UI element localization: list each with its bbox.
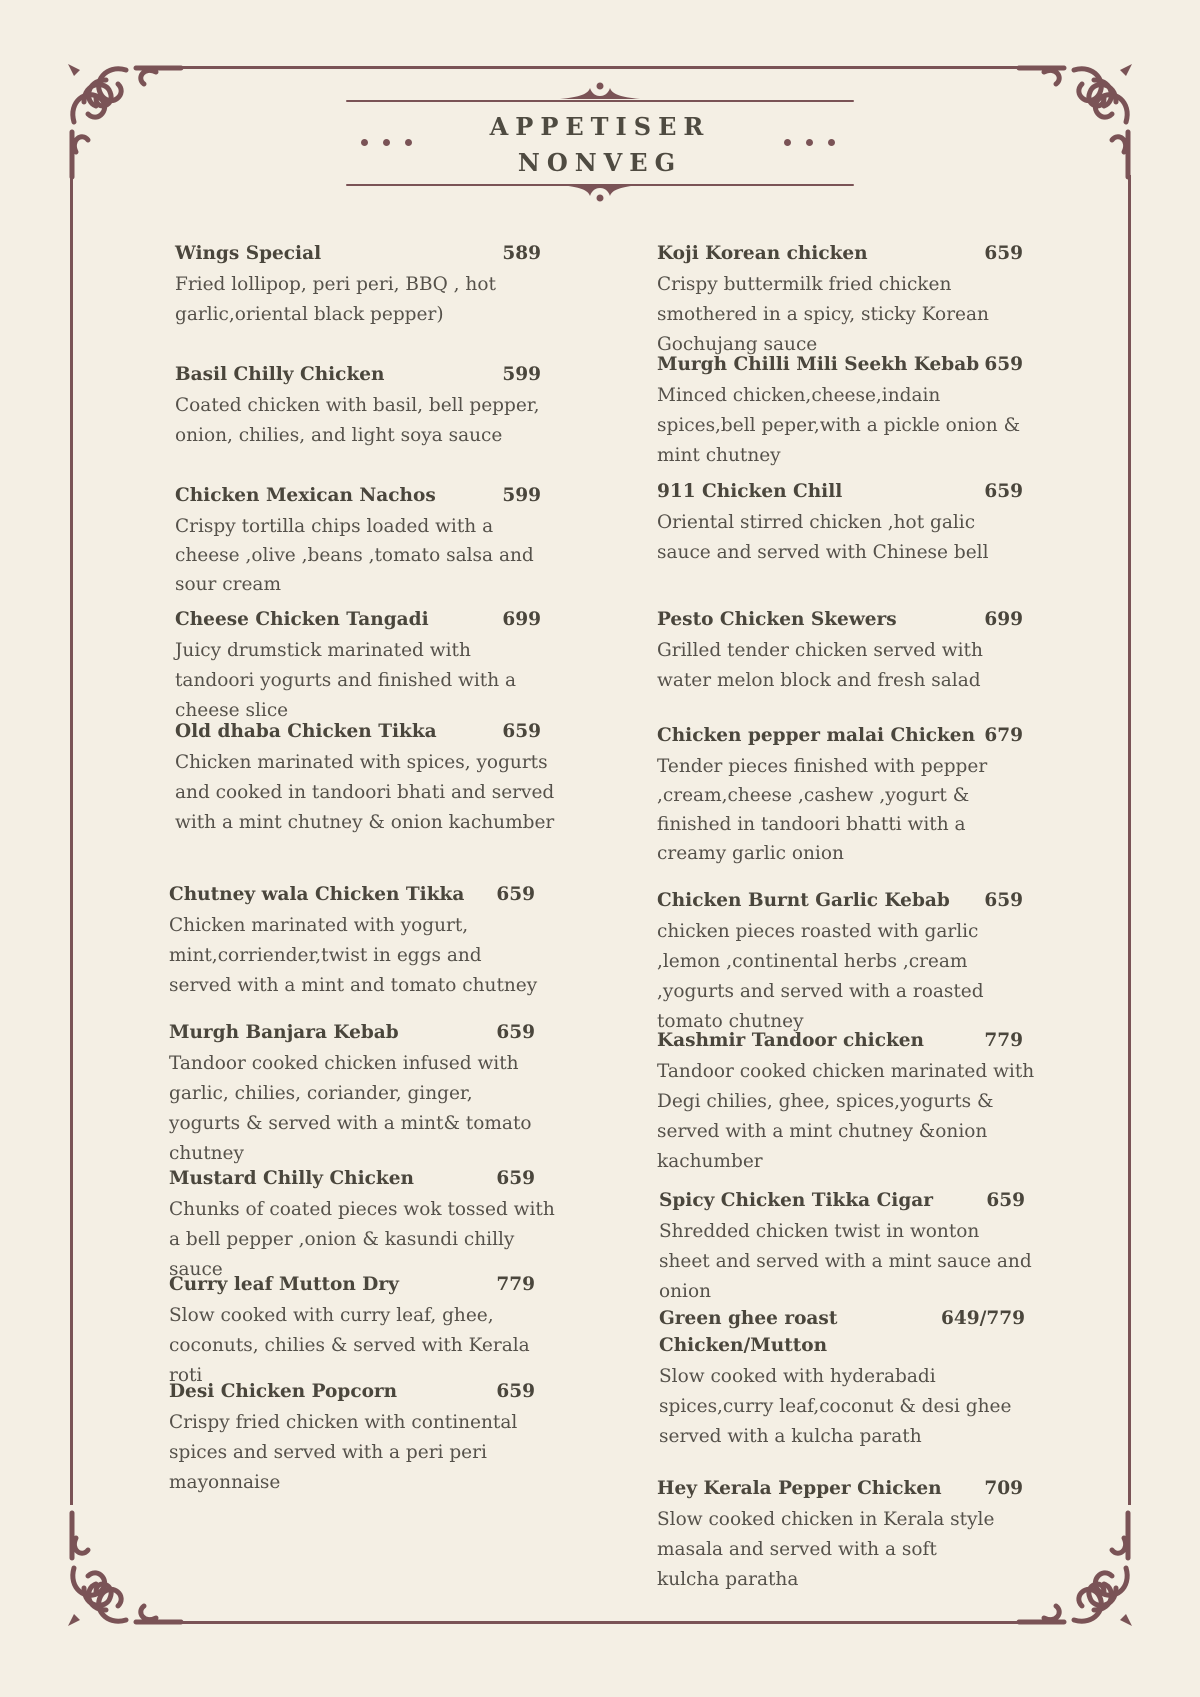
item-description: Chicken marinated with yogurt, mint,corriender,twist in eggs and served with a mint and tomato chutney [169, 915, 538, 996]
item-description: Chunks of coated pieces wok tossed with a bell pepper ,onion & kasundi chilly sauce [169, 1199, 555, 1280]
corner-ornament-top-left-icon [66, 62, 186, 182]
item-price: 659 [496, 1381, 535, 1402]
item-price: 699 [984, 609, 1023, 630]
item-description: Tandoor cooked chicken marinated with Degi chilies, ghee, spices,yogurts & served with a mint chutney &onion kachumber [657, 1061, 1035, 1172]
frame-left-border [70, 175, 73, 1505]
frame-right-border [1128, 175, 1131, 1505]
frame-bottom-border [175, 1621, 1025, 1624]
item-name: Kashmir Tandoor chicken [657, 1030, 925, 1051]
menu-item-chutney-wala-chicken-tikka [169, 881, 538, 1001]
menu-item-curry-leaf-mutton-dry [169, 1271, 535, 1391]
item-price: 659 [984, 481, 1023, 502]
item-description: Fried lollipop, peri peri, BBQ , hot garlic,oriental black pepper) [175, 274, 496, 325]
menu-item-chicken-mexican-nachos [175, 482, 541, 599]
item-name: Chicken Mexican Nachos [175, 485, 436, 506]
item-description: Slow cooked chicken in Kerala style masala and served with a soft kulcha paratha [657, 1509, 995, 1590]
item-price: 659 [984, 890, 1023, 911]
item-name: Hey Kerala Pepper Chicken [657, 1478, 942, 1499]
menu-header [346, 84, 854, 202]
item-price: 599 [502, 485, 541, 506]
item-price: 659 [984, 354, 1023, 375]
item-description: Grilled tender chicken served with water melon block and fresh salad [657, 640, 983, 691]
item-name: Curry leaf Mutton Dry [169, 1274, 399, 1295]
menu-title-line2: NONVEG [517, 148, 683, 177]
item-name: Spicy Chicken Tikka Cigar [659, 1190, 934, 1211]
item-name: Desi Chicken Popcorn [169, 1381, 398, 1402]
item-price: 679 [984, 725, 1023, 746]
menu-item-murgh-chilli-mili-seekh-kebab [657, 351, 1023, 471]
corner-ornament-bottom-right-icon [1014, 1508, 1134, 1628]
item-description: Coated chicken with basil, bell pepper, onion, chilies, and light soya sauce [175, 395, 540, 446]
item-name: Green ghee roast Chicken/Mutton [659, 1308, 838, 1356]
menu-item-desi-chicken-popcorn [169, 1378, 535, 1498]
item-price: 659 [496, 1168, 535, 1189]
menu-item-spicy-chicken-tikka-cigar [659, 1187, 1032, 1307]
crown-flourish-bottom-icon [560, 184, 640, 202]
corner-ornament-bottom-left-icon [66, 1508, 186, 1628]
item-description: Crispy fried chicken with continental spices and served with a peri peri mayonnaise [169, 1412, 518, 1493]
item-name: 911 Chicken Chill [657, 481, 843, 502]
menu-item-chicken-burnt-garlic-kebab [657, 887, 1023, 1037]
item-price: 599 [502, 364, 541, 385]
item-price: 659 [984, 243, 1023, 264]
menu-item-old-dhaba-chicken-tikka [175, 718, 555, 838]
corner-ornament-top-right-icon [1014, 62, 1134, 182]
frame-top-border [175, 66, 1025, 69]
menu-title-line1: APPETISER [489, 112, 711, 141]
menu-item-koji-korean-chicken [657, 240, 1023, 360]
dots-right-icon [784, 139, 835, 146]
item-description: Oriental stirred chicken ,hot galic sauce and served with Chinese bell [657, 512, 989, 563]
item-price: 699 [502, 609, 541, 630]
item-name: Basil Chilly Chicken [175, 364, 385, 385]
item-name: Mustard Chilly Chicken [169, 1168, 414, 1189]
crown-flourish-top-icon [560, 82, 640, 100]
menu-item-911-chicken-chill [657, 478, 1023, 568]
item-price: 779 [984, 1030, 1023, 1051]
menu-item-basil-chilly-chicken [175, 361, 541, 451]
menu-item-cheese-chicken-tangadi [175, 606, 541, 726]
item-price: 659 [496, 884, 535, 905]
item-name: Chicken Burnt Garlic Kebab [657, 890, 950, 911]
item-description: chicken pieces roasted with garlic ,lemon ,continental herbs ,cream ,yogurts and served with a roasted tomato chutney [657, 921, 984, 1032]
item-price: 649/779 [941, 1308, 1025, 1329]
item-price: 779 [496, 1274, 535, 1295]
dots-left-icon [361, 139, 412, 146]
item-description: Tender pieces finished with pepper ,cream,cheese ,cashew ,yogurt & finished in tandoori bhatti with a creamy garlic onion [657, 756, 988, 864]
menu-item-wings-special [175, 240, 541, 330]
header-rule-top [346, 100, 854, 102]
item-description: Crispy buttermilk fried chicken smothered in a spicy, sticky Korean Gochujang sauce [657, 274, 989, 355]
menu-item-hey-kerala-pepper-chicken [657, 1475, 1023, 1595]
menu-item-pesto-chicken-skewers [657, 606, 1023, 696]
item-description: Slow cooked with hyderabadi spices,curry leaf,coconut & desi ghee served with a kulcha parath [659, 1366, 1012, 1447]
item-name: Pesto Chicken Skewers [657, 609, 897, 630]
menu-item-mustard-chilly-chicken [169, 1165, 555, 1285]
item-description: Chicken marinated with spices, yogurts and cooked in tandoori bhati and served with a mint chutney & onion kachumber [175, 752, 555, 833]
menu-item-chicken-pepper-malai-chicken [657, 722, 1023, 868]
item-description: Shredded chicken twist in wonton sheet and served with a mint sauce and onion [659, 1221, 1032, 1302]
item-description: Tandoor cooked chicken infused with garlic, chilies, coriander, ginger, yogurts & served with a mint& tomato chutney [169, 1053, 532, 1164]
item-price: 659 [496, 1022, 535, 1043]
item-name: Chutney wala Chicken Tikka [169, 884, 465, 905]
item-price: 709 [984, 1478, 1023, 1499]
item-description: Minced chicken,cheese,indain spices,bell peper,with a pickle onion & mint chutney [657, 385, 1021, 466]
menu-item-kashmir-tandoor-chicken [657, 1027, 1035, 1177]
item-name: Chicken pepper malai Chicken [657, 725, 976, 746]
item-name: Koji Korean chicken [657, 243, 868, 264]
item-description: Crispy tortilla chips loaded with a cheese ,olive ,beans ,tomato salsa and sour cream [175, 516, 534, 595]
item-name: Old dhaba Chicken Tikka [175, 721, 437, 742]
item-description: Slow cooked with curry leaf, ghee, coconuts, chilies & served with Kerala roti [169, 1305, 530, 1386]
item-description: Juicy drumstick marinated with tandoori yogurts and finished with a cheese slice [175, 640, 517, 721]
item-name: Murgh Chilli Mili Seekh Kebab [657, 354, 980, 375]
item-price: 659 [986, 1190, 1025, 1211]
item-price: 659 [502, 721, 541, 742]
item-price: 589 [502, 243, 541, 264]
item-name: Wings Special [175, 243, 322, 264]
menu-item-green-ghee-roast [659, 1305, 1025, 1452]
item-name: Murgh Banjara Kebab [169, 1022, 399, 1043]
menu-item-murgh-banjara-kebab [169, 1019, 535, 1169]
item-name: Cheese Chicken Tangadi [175, 609, 429, 630]
